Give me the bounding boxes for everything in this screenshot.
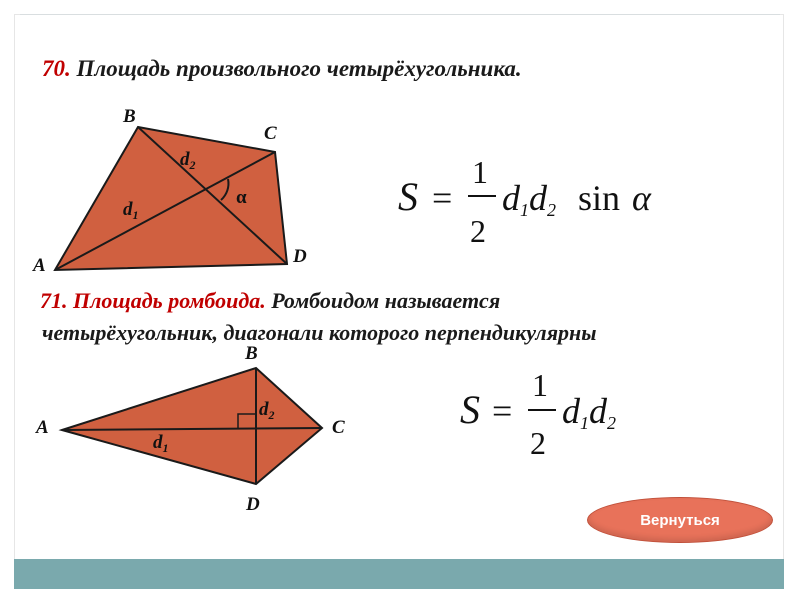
section-70-title: Площадь произвольного четырёхугольника. — [76, 56, 522, 81]
formula1-s: S — [398, 174, 418, 219]
vertex-c-label-2: C — [332, 417, 345, 438]
back-button[interactable]: Вернуться — [587, 497, 773, 543]
d1-label: $d_1$ — [123, 199, 139, 222]
vertex-b-label: B — [123, 106, 136, 127]
formula-rhomboid-area — [460, 367, 616, 461]
footer-bar — [14, 559, 784, 589]
formula-quadrilateral-area — [398, 154, 652, 249]
formula1-equals: = — [432, 178, 453, 218]
rhomboid-shape — [62, 368, 322, 484]
section-71-number: 71. — [40, 288, 68, 313]
formula1-sin: sin — [578, 178, 621, 218]
vertex-b-label-2: B — [245, 343, 258, 364]
rhomboid-figure — [35, 343, 345, 515]
vertex-c-label: C — [264, 123, 277, 144]
formula1-alpha: α — [632, 178, 651, 218]
formula2-s: S — [460, 387, 480, 432]
formula2-d1d2: d1d2 — [562, 391, 616, 433]
d1-label-2: $d_1$ — [153, 432, 169, 455]
vertex-a-label-2: A — [36, 417, 49, 438]
vertex-a-label: A — [33, 255, 46, 276]
quadrilateral-figure — [32, 106, 307, 276]
vertex-d-label-2: D — [246, 494, 260, 515]
d2-label: $d_2$ — [180, 149, 196, 172]
formula2-numerator: 1 — [532, 367, 548, 403]
section-70-number: 70. — [42, 56, 71, 81]
alpha-label: α — [236, 187, 247, 208]
section-71-definition-line1: Ромбоидом называется — [271, 288, 501, 313]
formula2-equals: = — [492, 391, 513, 431]
formula2-denominator: 2 — [530, 425, 546, 461]
quadrilateral-shape — [55, 127, 287, 270]
section-71-definition-line2: четырёхугольник, диагонали которого перпендикулярны — [42, 320, 597, 345]
section-71-title: Площадь ромбоида. — [73, 288, 266, 313]
formula1-numerator: 1 — [472, 154, 488, 190]
formula1-denominator: 2 — [470, 213, 486, 249]
formula1-d1: d1d2 — [502, 178, 556, 220]
vertex-d-label: D — [293, 246, 307, 267]
d2-label-2: $d_2$ — [259, 399, 275, 422]
